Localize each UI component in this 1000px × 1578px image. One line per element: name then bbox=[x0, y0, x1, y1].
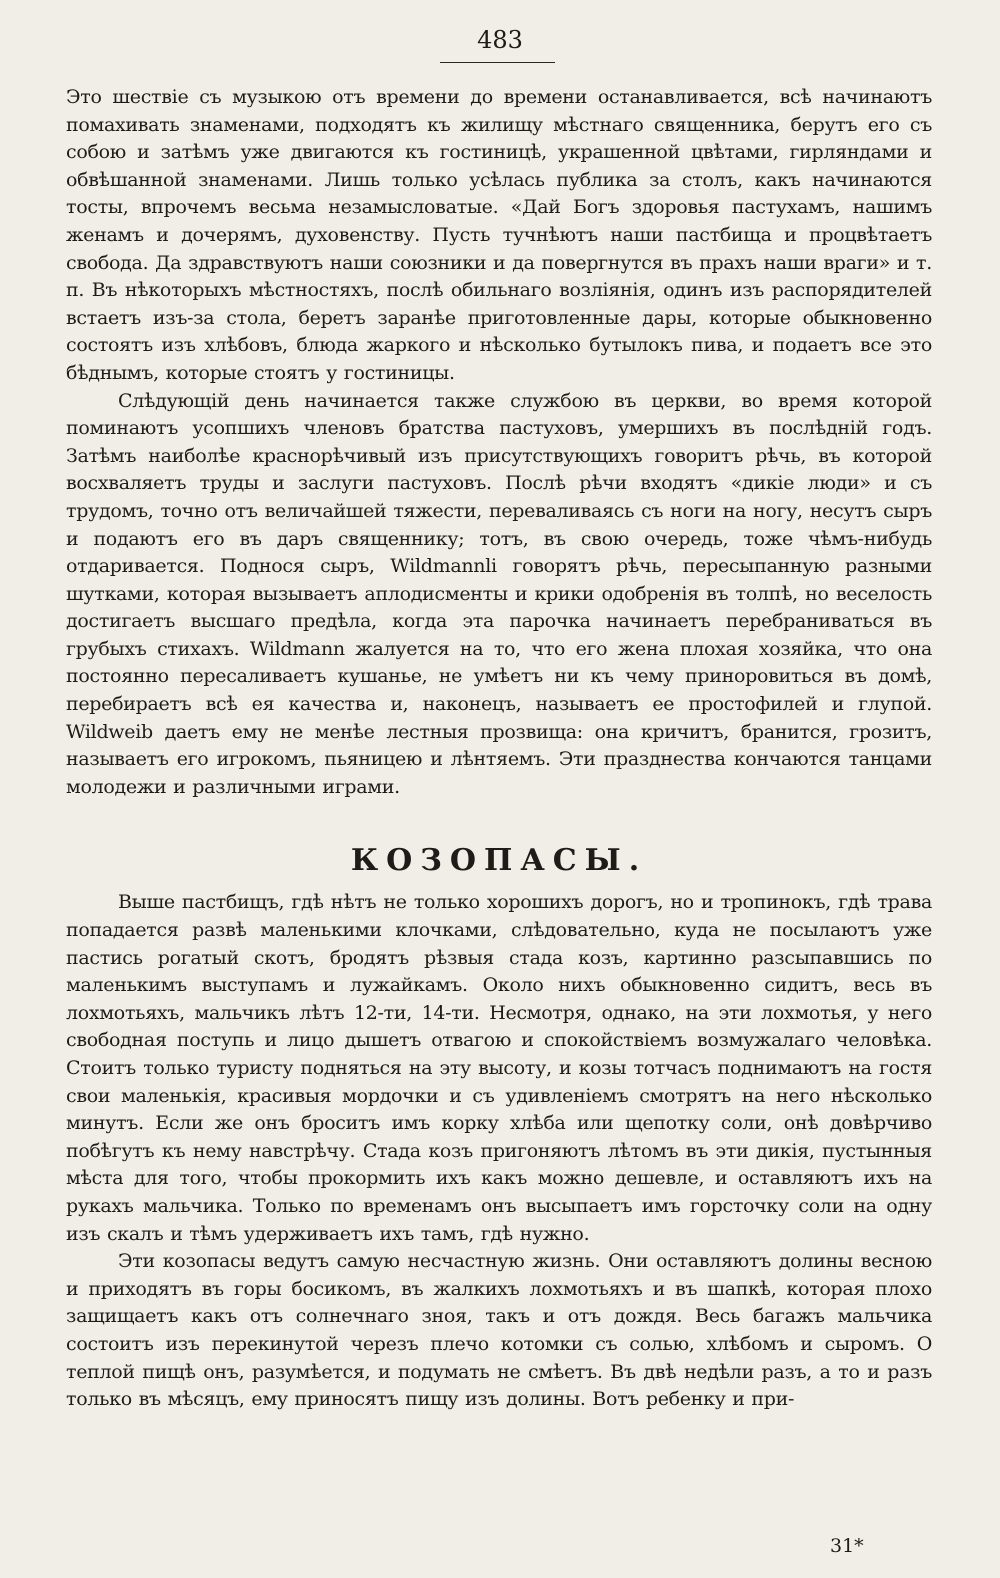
paragraph-next-day: Слѣдующій день начинается также службою въ церкви, во время которой поминаютъ усопшихъ членовъ братства пастуховъ, умершихъ въ послѣдній годъ. Затѣмъ наиболѣе краснорѣчивый изъ присутствующихъ говоритъ рѣчь, въ которой восхваляетъ труды и заслуги пастуховъ. Послѣ рѣчи входятъ «дикіе люди» и съ трудомъ, точно отъ величайшей тяжести, переваливаясь съ ноги на ногу, несутъ сыръ и подаютъ его въ даръ священнику; тотъ, въ свою очередь, тоже чѣмъ-нибудь отдаривается. Поднося сыръ, Wildmannli говорятъ рѣчь, пересыпанную разными шутками, которая вызываетъ аплодисменты и крики одобренія въ толпѣ, но веселость достигаетъ высшаго предѣла, когда эта парочка начинаетъ перебраниваться въ грубыхъ стихахъ. Wildmann жалуется на то, что его жена плохая хозяйка, что она постоянно пересаливаетъ кушанье, не умѣетъ ни къ чему приноровиться въ домѣ, перебираетъ всѣ ея качества и, наконецъ, называетъ ее простофилей и глупой. Wildweib даетъ ему не менѣе лестныя прозвища: она кричитъ, бранится, грозитъ, называетъ его игрокомъ, пьяницею и лѣнтяемъ. Эти празднества кончаются танцами молодежи и различными играми. bbox=[66, 389, 932, 798]
section-heading-goatherds: КОЗОПАСЫ. bbox=[350, 843, 648, 879]
body-text bbox=[66, 84, 932, 1414]
paragraph-procession: Это шествіе съ музыкою отъ времени до времени останавливается, всѣ начинаютъ помахивать знаменами, подходятъ къ жилищу мѣстнаго священника, берутъ его съ собою и затѣмъ уже двигаются къ гостиницѣ, украшенной цвѣтами, гирляндами и обвѣшанной знаменами. Лишь только усѣлась публика за столъ, какъ начинаются тосты, впрочемъ весьма незамысловатые. «Дай Богъ здоровья пастухамъ, нашимъ женамъ и дочерямъ, духовенству. Пусть тучнѣютъ наши пастбища и процвѣтаетъ свобода. Да здравствуютъ наши союзники и да повергнутся въ прахъ наши враги» и т. п. Въ нѣкоторыхъ мѣстностяхъ, послѣ обильнаго возліянія, одинъ изъ распорядителей встаетъ изъ-за стола, беретъ заранѣе приготовленные дары, которые обыкновенно состоятъ изъ хлѣбовъ, блюда жаркого и нѣсколько бутылокъ пива, и подаетъ все это бѣднымъ, которые стоятъ у гостиницы. bbox=[66, 86, 932, 384]
header-rule bbox=[440, 62, 555, 63]
page-number: 483 bbox=[477, 26, 523, 54]
signature-mark: 31* bbox=[830, 1535, 864, 1557]
paragraph-goatherd-life: Эти козопасы ведутъ самую несчастную жизнь. Они оставляютъ долины весною и приходятъ въ горы босикомъ, въ жалкихъ лохмотьяхъ и въ шапкѣ, которая плохо защищаетъ какъ отъ солнечнаго зноя, такъ и отъ дождя. Весь багажъ мальчика состоитъ изъ перекинутой черезъ плечо котомки съ солью, хлѣбомъ и сыромъ. О теплой пищѣ онъ, разумѣется, и подумать не смѣетъ. Въ двѣ недѣли разъ, а то и разъ только въ мѣсяцъ, ему приносятъ пищу изъ долины. Вотъ ребенку и при- bbox=[66, 1250, 932, 1411]
paragraph-goat-herds: Выше пастбищъ, гдѣ нѣтъ не только хорошихъ дорогъ, но и тропинокъ, гдѣ трава попадается развѣ маленькими клочками, слѣдовательно, куда не посылаютъ уже пастись рогатый скотъ, бродятъ рѣзвыя стада козъ, картинно разсыпавшись по маленькимъ выступамъ и лужайкамъ. Около нихъ обыкновенно сидитъ, весь въ лохмотьяхъ, мальчикъ лѣтъ 12-ти, 14-ти. Несмотря, однако, на эти лохмотья, у него свободная поступь и лицо дышетъ отвагою и спокойствіемъ возмужалаго человѣка. Стоитъ только туристу подняться на эту высоту, и козы тотчасъ поднимаютъ на гостя свои маленькія, красивыя мордочки и съ удивленіемъ смотрятъ на него нѣсколько минутъ. Если же онъ броситъ имъ корку хлѣба или щепотку соли, онѣ довѣрчиво побѣгутъ къ нему навстрѣчу. Стада козъ пригоняютъ лѣтомъ въ эти дикія, пустынныя мѣста для того, чтобы прокормить ихъ какъ можно дешевле, и оставляютъ ихъ на рукахъ мальчика. Только по временамъ онъ высыпаетъ имъ горсточку соли на одну изъ скалъ и тѣмъ удерживаетъ ихъ тамъ, гдѣ нужно. bbox=[66, 891, 932, 1245]
